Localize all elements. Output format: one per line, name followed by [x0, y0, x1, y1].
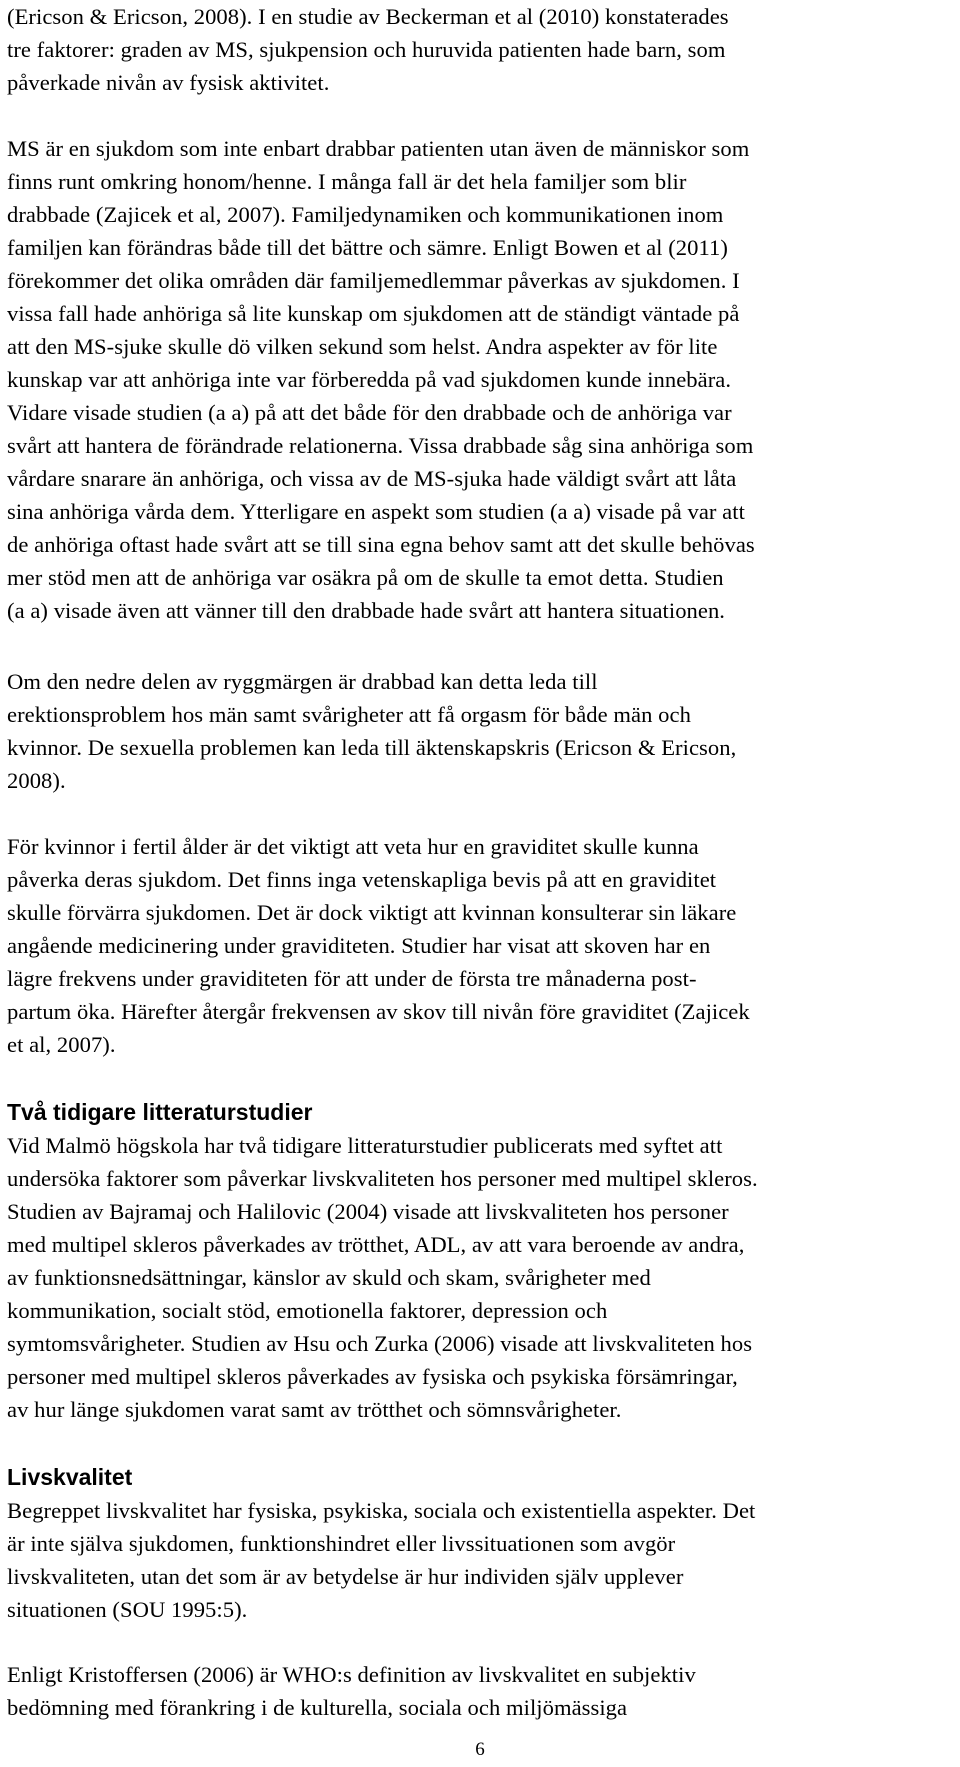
paragraph-sexual-problems: Om den nedre delen av ryggmärgen är drabbad kan detta leda till erektionsproblem hos män samt svårigheter att få orgasm för både män och kvinnor. De sexuella problemen kan leda till äktenskapskris (Ericson & Ericson, 2008).: [7, 669, 737, 793]
paragraph-livskvalitet: Begreppet livskvalitet har fysiska, psykiska, sociala och existentiella aspekter. Det är inte själva sjukdomen, funktionshindret eller livssituationen som avgör livskvaliteten, utan det som är av betydelse är hur individen själv upplever situationen (SOU 1995:5).: [7, 1498, 756, 1622]
paragraph-physical-activity: (Ericson & Ericson, 2008). I en studie av Beckerman et al (2010) konstaterades tre faktorer: graden av MS, sjukpension och huruvida patienten hade barn, som påverkade nivån av fysisk aktivitet.: [7, 4, 729, 95]
paragraph-kristoffersen: Enligt Kristoffersen (2006) är WHO:s definition av livskvalitet en subjektiv bedömning med förankring i de kulturella, sociala och miljömässiga: [7, 1662, 696, 1720]
paragraph-ms-family: MS är en sjukdom som inte enbart drabbar patienten utan även de människor som finns runt omkring honom/henne. I många fall är det hela familjer som blir drabbade (Zajicek et al, 2007). Familjedynamiken och kommunikationen inom familjen kan förändras både till det bättre och sämre. Enligt Bowen et al (2011) förekommer det olika områden där familjemedlemmar påverkas av sjukdomen. I vissa fall hade anhöriga så lite kunskap om sjukdomen att de ständigt väntade på att den MS-sjuke skulle dö vilken sekund som helst. Andra aspekter av för lite kunskap var att anhöriga inte var förberedda på vad sjukdomen kunde innebära. Vidare visade studien (a a) på att det både för den drabbade och de anhöriga var svårt att hantera de förändrade relationerna. Vissa drabbade såg sina anhöriga som vårdare snarare än anhöriga, och vissa av de MS-sjuka hade väldigt svårt att låta sina anhöriga vårda dem. Ytterligare en aspekt som studien (a a) visade på var att de anhöriga oftast hade svårt att se till sina egna behov samt att det skulle behövas mer stöd men att de anhöriga var osäkra på om de skulle ta emot detta. Studien (a a) visade även att vänner till den drabbade hade svårt att hantera situationen.: [7, 136, 755, 623]
heading-two-studies: Två tidigare litteraturstudier: [7, 1099, 313, 1125]
heading-livskvalitet: Livskvalitet: [7, 1464, 133, 1490]
paragraph-two-studies: Vid Malmö högskola har två tidigare litteraturstudier publicerats med syftet att undersöka faktorer som påverkar livskvaliteten hos personer med multipel skleros. Studien av Bajramaj och Halilovic (2004) visade att livskvaliteten hos personer med multipel skleros påverkades av trötthet, ADL, av att vara beroende av andra, av funktionsnedsättningar, känslor av skuld och skam, svårigheter med kommunikation, socialt stöd, emotionella faktorer, depression och symtomsvårigheter. Studien av Hsu och Zurka (2006) visade att livskvaliteten hos personer med multipel skleros påverkades av fysiska och psykiska försämringar, av hur länge sjukdomen varat samt av trötthet och sömnsvårigheter.: [7, 1133, 758, 1422]
paragraph-pregnancy: För kvinnor i fertil ålder är det viktigt att veta hur en graviditet skulle kunna påverka deras sjukdom. Det finns inga vetenskapliga bevis på att en graviditet skulle förvärra sjukdomen. Det är dock viktigt att kvinnan konsulterar sin läkare angående medicinering under graviditeten. Studier har visat att skoven har en lägre frekvens under graviditeten för att under de första tre månaderna post- partum öka. Härefter återgår frekvensen av skov till nivån före graviditet (Zajicek et al, 2007).: [7, 834, 750, 1057]
page-number: 6: [475, 1739, 485, 1760]
